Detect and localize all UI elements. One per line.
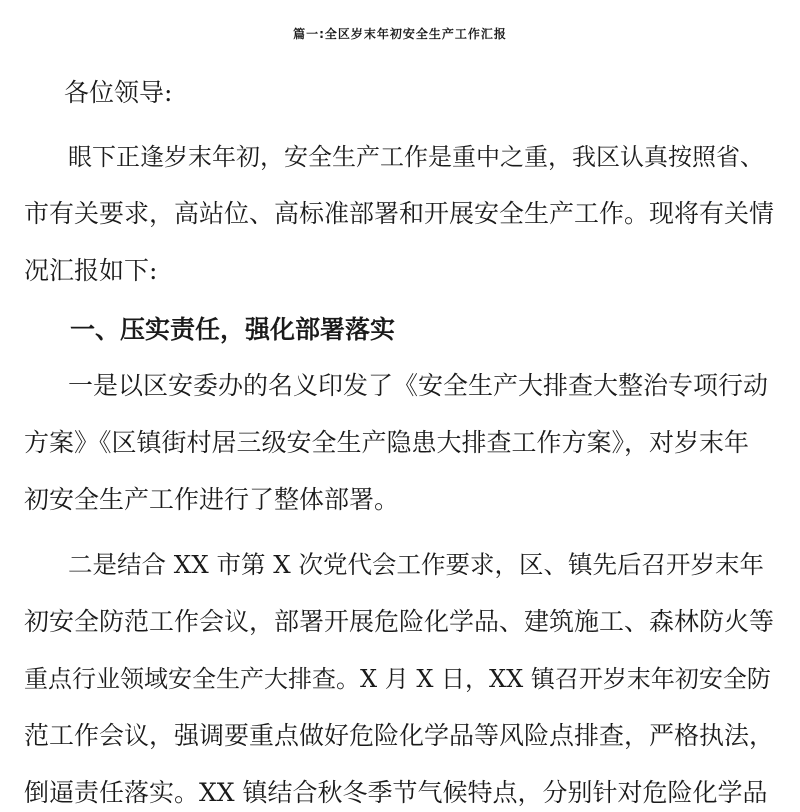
item2-line-1: 二是结合 XX 市第 X 次党代会工作要求，区、镇先后召开岁末年 [68,550,764,579]
item1-line-3: 初安全生产工作进行了整体部署。 [24,485,400,514]
document-title: 篇一:全区岁末年初安全生产工作汇报 [293,27,507,41]
intro-line-2: 市有关要求，高站位、高标准部署和开展安全生产工作。现将有关情 [24,199,775,228]
item2-line-5: 倒逼责任落实。XX 镇结合秋冬季节气候特点，分别针对危险化学品 [24,778,768,807]
intro-line-1: 眼下正逢岁末年初，安全生产工作是重中之重，我区认真按照省、 [68,143,764,171]
item2-line-4: 范工作会议，强调要重点做好危险化学品等风险点排查，严格执法， [24,721,775,750]
item1-line-1: 一是以区安委办的名义印发了《安全生产大排查大整治专项行动 [68,371,769,400]
section-heading: 一、压实责任，强化部署落实 [70,315,396,344]
item2-line-3: 重点行业领域安全生产大排查。X 月 X 日，XX 镇召开岁末年初安全防 [24,665,771,693]
item2-line-2: 初安全防范工作会议，部署开展危险化学品、建筑施工、森林防火等 [24,607,775,636]
salutation: 各位领导: [64,78,173,107]
intro-line-3: 况汇报如下: [24,256,158,285]
item1-line-2: 方案》《区镇街村居三级安全生产隐患大排查工作方案》，对岁末年 [24,428,750,457]
